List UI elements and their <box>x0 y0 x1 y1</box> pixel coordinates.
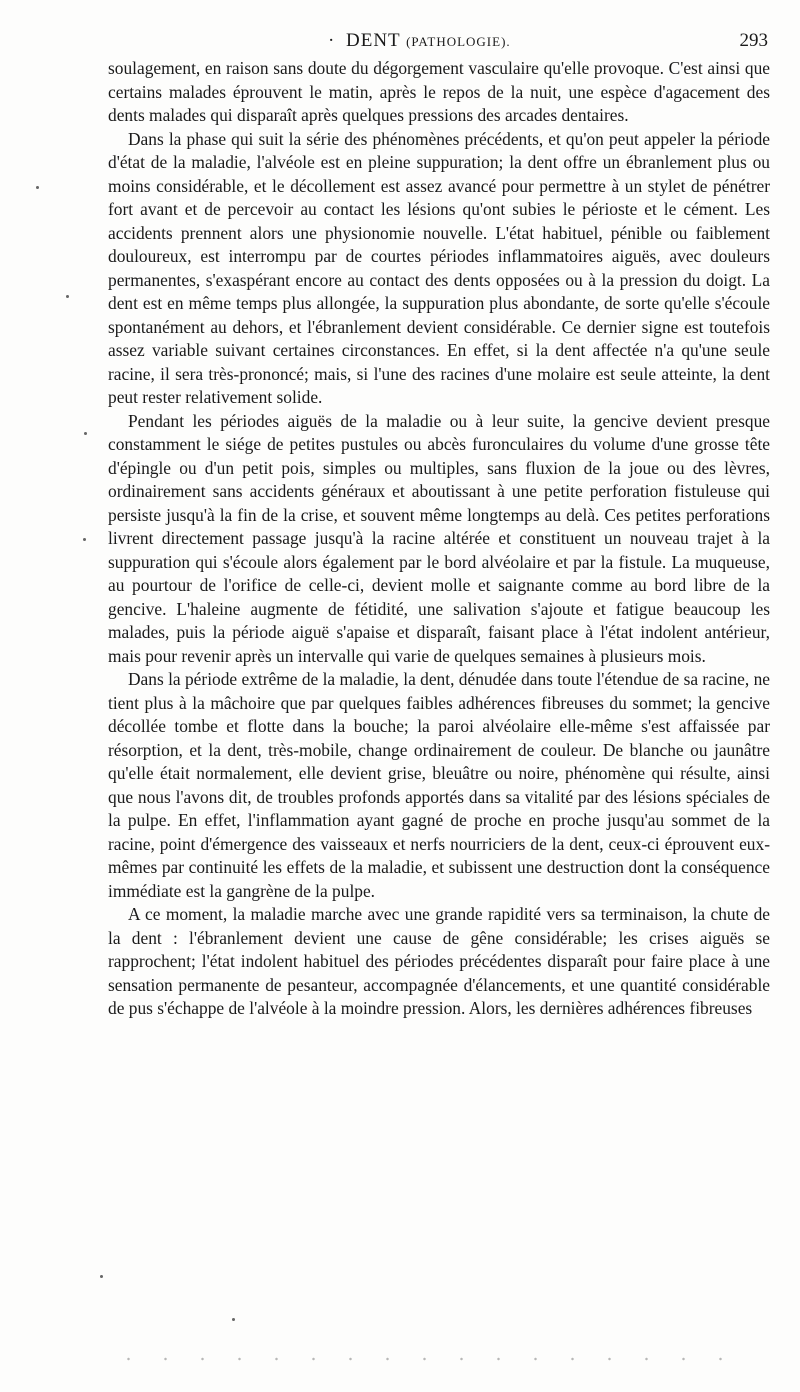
print-speck <box>232 1318 235 1321</box>
print-speck <box>36 186 39 189</box>
paragraph: Dans la phase qui suit la série des phénomènes précédents, et qu'on peut appeler la période d'état de la maladie, l'alvéole est en pleine suppuration; la dent offre un ébranlement plus ou moins considérable, et le décollement est assez avancé pour permettre à un stylet de pénétrer fort avant et de percevoir au contact les lésions qu'ont subies le périoste et le cément. Les accidents prennent alors une physionomie nouvelle. L'état habituel, pénible ou faiblement douloureux, est interrompu par de courtes périodes inflammatoires aiguës, avec douleurs permanentes, s'exaspérant encore au contact des dents opposées ou à la pression du doigt. La dent est en même temps plus allongée, la suppuration plus abondante, de sorte qu'elle s'écoule spontanément au dehors, et l'ébranlement devient considérable. Ce dernier signe est toutefois assez variable suivant certaines circonstances. En effet, si la dent affectée n'a qu'une seule racine, il sera très-prononcé; mais, si l'une des racines d'une molaire est seule atteinte, la dent peut rester relativement solide. <box>108 128 770 407</box>
paragraph: Dans la période extrême de la maladie, la dent, dénudée dans toute l'étendue de sa racine, ne tient plus à la mâchoire que par quelques faibles adhérences fibreuses du sommet; la gencive décollée tombe et flotte dans la bouche; la paroi alvéolaire elle-même s'est affaissée par résorption, et la dent, très-mobile, change ordinairement de couleur. De blanche ou jaunâtre qu'elle était normalement, elle devient grise, bleuâtre ou noire, phénomène qui résulte, ainsi que nous l'avons dit, de troubles profonds apportés dans sa vitalité par des lésions spéciales de la pulpe. En effet, l'inflammation ayant gagné de proche en proche jusqu'au sommet de la racine, point d'émergence des vaisseaux et nerfs nourriciers de la dent, ceux-ci éprouvent eux-mêmes par continuité les effets de la maladie, et subissent une destruction dont la conséquence immédiate est la gangrène de la pulpe. <box>108 669 770 901</box>
header-subtitle: (PATHOLOGIE). <box>406 34 511 49</box>
bottom-print-noise <box>110 1356 750 1362</box>
running-head <box>108 30 768 54</box>
page-number: 293 <box>739 30 768 51</box>
body-text <box>108 57 770 1021</box>
paragraph: Pendant les périodes aiguës de la maladie ou à leur suite, la gencive devient presque constamment le siége de petites pustules ou abcès furonculaires du volume d'une grosse tête d'épingle ou d'un petit pois, simples ou multiples, sans fluxion de la joue ou des lèvres, ordinairement sans accidents généraux et aboutissant à une petite perforation fistuleuse qui persiste jusqu'à la fin de la crise, et souvent même longtemps au delà. Ces petites perforations livrent directement passage jusqu'à la racine altérée et constituent un nouveau trajet à la suppuration qui s'écoule alors également par le bord alvéolaire et par la fistule. La muqueuse, au pourtour de l'orifice de celle-ci, devient molle et saignante comme au bord libre de la gencive. L'haleine augmente de fétidité, une salivation s'ajoute et fatigue beaucoup les malades, puis la période aiguë s'apaise et disparaît, faisant place à l'état indolent antérieur, mais pour revenir après un intervalle qui varie de quelques semaines à plusieurs mois. <box>108 410 770 666</box>
header-mark: · <box>328 30 335 51</box>
print-speck <box>83 538 86 541</box>
paragraph: A ce moment, la maladie marche avec une grande rapidité vers sa terminaison, la chute de la dent : l'ébranlement devient une cause de gêne considérable; les crises aiguës se rapprochent; l'état indolent habituel des périodes précédentes disparaît pour faire place à une sensation permanente de pesanteur, accompagnée d'élancements, et une quantité considérable de pus s'échappe de l'alvéole à la moindre pression. Alors, les dernières adhérences fibreuses <box>108 904 770 1018</box>
print-speck <box>84 432 87 435</box>
header-title-main: DENT <box>346 30 401 51</box>
paragraph-continued: soulagement, en raison sans doute du dégorgement vasculaire qu'elle provoque. C'est ainsi que certains malades éprouvent le matin, après le repos de la nuit, une espèce d'agacement des dents malades qui disparaît après quelques pressions des arcades dentaires. <box>108 58 770 125</box>
print-speck <box>100 1275 103 1278</box>
print-speck <box>66 295 69 298</box>
header-title <box>346 30 511 52</box>
